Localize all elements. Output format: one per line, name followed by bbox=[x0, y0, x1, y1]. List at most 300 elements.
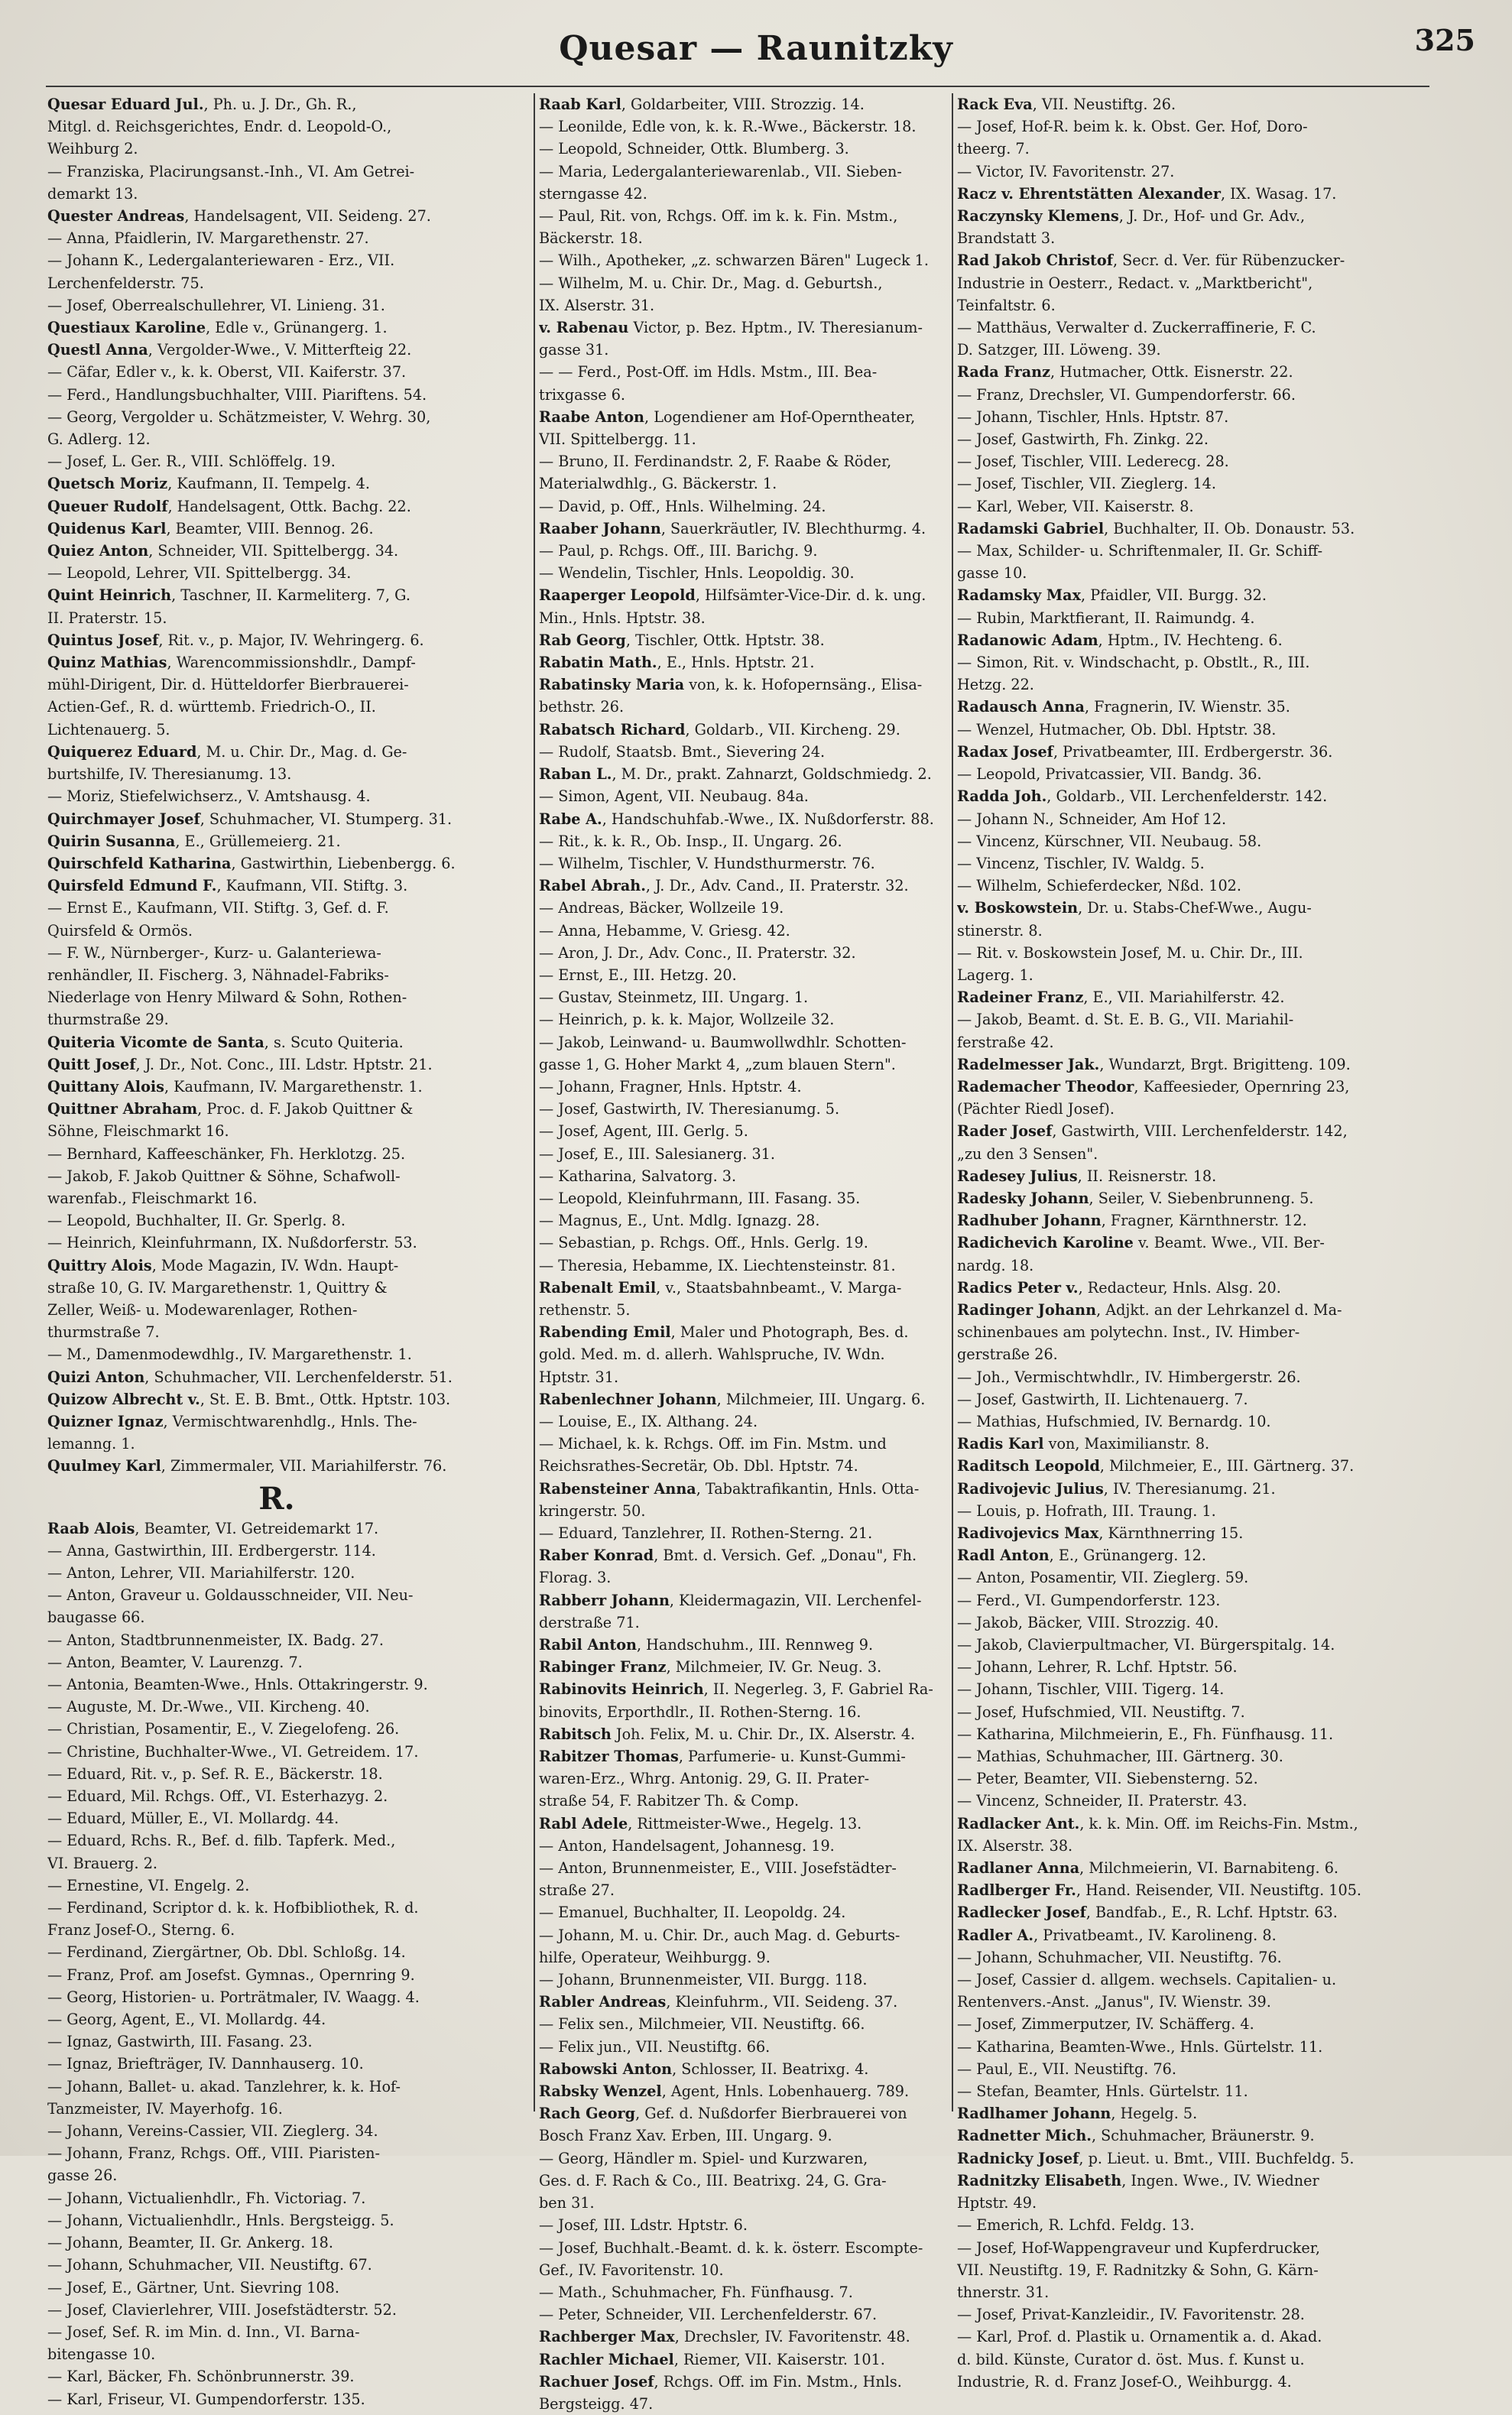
entry-name: Raditsch Leopold bbox=[957, 1457, 1100, 1475]
entry-name: Queuer Rudolf bbox=[47, 497, 168, 515]
directory-entry bbox=[957, 1969, 1425, 1991]
directory-entry bbox=[47, 540, 506, 562]
entry-details: — Heinrich, p. k. k. Major, Wollzeile 32. bbox=[539, 1011, 835, 1029]
entry-details: — Johann, Beamter, II. Gr. Ankerg. 18. bbox=[47, 2234, 333, 2252]
directory-entry bbox=[539, 897, 998, 919]
entry-details: — Katharina, Salvatorg. 3. bbox=[539, 1167, 737, 1185]
entry-details: — Rit., k. k. R., Ob. Insp., II. Ungarg. 26. bbox=[539, 832, 842, 850]
directory-entry bbox=[47, 897, 506, 919]
entry-details: , Bmt. d. Versich. Gef. „Donau", Fh. bbox=[654, 1547, 917, 1565]
entry-details: Teinfaltstr. 6. bbox=[957, 296, 1056, 314]
directory-entry bbox=[539, 518, 998, 540]
directory-entry bbox=[47, 1321, 506, 1343]
entry-name: Rabl Adele bbox=[539, 1814, 628, 1832]
entry-details: , Kärnthnerring 15. bbox=[1098, 1524, 1244, 1542]
directory-entry bbox=[47, 629, 506, 651]
directory-entry bbox=[539, 2237, 998, 2259]
directory-entry bbox=[539, 1678, 998, 1700]
entry-details: , Hutmacher, Ottk. Eisnerstr. 22. bbox=[1050, 363, 1293, 381]
directory-entry bbox=[957, 227, 1425, 249]
directory-entry bbox=[539, 629, 998, 651]
directory-entry bbox=[957, 2124, 1425, 2147]
entry-details: — Leopold, Kleinfuhrmann, III. Fasang. 35. bbox=[539, 1189, 861, 1207]
directory-entry bbox=[957, 785, 1425, 807]
entry-details: thnerstr. 31. bbox=[957, 2283, 1050, 2301]
entry-name: Radnitzky Elisabeth bbox=[957, 2171, 1122, 2189]
directory-entry bbox=[539, 1321, 998, 1343]
entry-details: VII. Spittelbergg. 11. bbox=[539, 430, 696, 449]
directory-entry bbox=[47, 875, 506, 897]
entry-name: Radinger Johann bbox=[957, 1300, 1097, 1319]
directory-entry bbox=[539, 1612, 998, 1634]
directory-entry bbox=[957, 1120, 1425, 1142]
directory-entry bbox=[539, 763, 998, 785]
entry-details: straße 10, G. IV. Margarethenstr. 1, Quittry & bbox=[47, 1278, 388, 1297]
entry-details: , J. Dr., Not. Conc., III. Ldstr. Hptstr. 21. bbox=[135, 1055, 433, 1073]
entry-details: — Andreas, Bäcker, Wollzeile 19. bbox=[539, 899, 784, 917]
directory-entry bbox=[539, 1813, 998, 1835]
directory-entry bbox=[47, 1807, 506, 1829]
directory-entry bbox=[957, 2259, 1425, 2281]
directory-entry bbox=[539, 2259, 998, 2281]
directory-entry bbox=[539, 1232, 998, 1254]
entry-details: , Tischler, Ottk. Hptstr. 38. bbox=[625, 631, 825, 649]
directory-entry bbox=[539, 1879, 998, 1901]
directory-entry bbox=[47, 964, 506, 986]
directory-entry bbox=[539, 93, 998, 115]
entry-details: — Johann, Franz, Rchgs. Off., VIII. Piaristen- bbox=[47, 2144, 381, 2163]
directory-entry bbox=[957, 1991, 1425, 2013]
entry-details: , Goldarbeiter, VIII. Strozzig. 14. bbox=[621, 96, 865, 113]
entry-details: Bergsteigg. 47. bbox=[539, 2394, 654, 2413]
directory-entry bbox=[539, 2080, 998, 2102]
directory-entry bbox=[957, 1299, 1425, 1321]
entry-details: — Stefan, Beamter, Hnls. Gürtelstr. 11. bbox=[957, 2082, 1248, 2101]
entry-details: — Christian, Posamentir, E., V. Ziegelofeng. 26. bbox=[47, 1720, 400, 1738]
directory-entry bbox=[47, 249, 506, 271]
entry-name: Quiteria Vicomte de Santa bbox=[47, 1033, 264, 1051]
directory-entry bbox=[539, 1924, 998, 1946]
directory-entry bbox=[47, 2343, 506, 2365]
entry-name: Quirschfeld Katharina bbox=[47, 854, 232, 872]
entry-details: , Kaffeesieder, Opernring 23, bbox=[1134, 1077, 1350, 1096]
directory-entry bbox=[47, 518, 506, 540]
directory-entry bbox=[539, 1500, 998, 1522]
directory-entry bbox=[539, 696, 998, 718]
entry-name: Radelmesser Jak. bbox=[957, 1055, 1100, 1073]
entry-name: Radesky Johann bbox=[957, 1189, 1089, 1207]
entry-details: — Ignaz, Briefträger, IV. Dannhauserg. 10. bbox=[47, 2055, 364, 2073]
entry-name: Rabinger Franz bbox=[539, 1658, 667, 1677]
entry-details: — Josef, Hof-Wappengraveur und Kupferdrucker, bbox=[957, 2238, 1320, 2257]
directory-entry bbox=[957, 1232, 1425, 1254]
directory-entry bbox=[957, 607, 1425, 629]
entry-details: — Leopold, Privatcassier, VII. Bandg. 36. bbox=[957, 765, 1262, 784]
entry-details: — Johann K., Ledergalanteriewaren - Erz., VII. bbox=[47, 252, 395, 270]
directory-entry bbox=[539, 830, 998, 852]
directory-entry bbox=[539, 227, 998, 249]
entry-details: — Magnus, E., Unt. Mdlg. Ignazg. 28. bbox=[539, 1212, 820, 1230]
directory-entry bbox=[957, 2080, 1425, 2102]
entry-name: Radlberger Fr. bbox=[957, 1881, 1076, 1900]
directory-entry bbox=[539, 651, 998, 674]
directory-entry bbox=[47, 1366, 506, 1388]
entry-details: — Gustav, Steinmetz, III. Ungarg. 1. bbox=[539, 988, 809, 1007]
entry-name: Rach Georg bbox=[539, 2105, 636, 2123]
entry-details: , M. Dr., prakt. Zahnarzt, Goldschmiedg. 2. bbox=[612, 765, 932, 784]
entry-details: , Rit. v., p. Major, IV. Wehringerg. 6. bbox=[158, 631, 424, 649]
entry-details: VII. Neustiftg. 19, F. Radnitzky & Sohn, G. Kärn- bbox=[957, 2261, 1319, 2279]
entry-details: D. Satzger, III. Löweng. 39. bbox=[957, 341, 1161, 359]
entry-details: IX. Alserstr. 38. bbox=[957, 1836, 1073, 1855]
entry-details: , Privatbeamter, III. Erdbergerstr. 36. bbox=[1053, 742, 1333, 761]
entry-details: — Vincenz, Schneider, II. Praterstr. 43. bbox=[957, 1792, 1248, 1810]
directory-entry bbox=[539, 875, 998, 897]
entry-details: thurmstraße 7. bbox=[47, 1323, 160, 1342]
entry-details: — Anton, Posamentir, VII. Zieglerg. 59. bbox=[957, 1569, 1249, 1587]
entry-name: Quirsfeld Edmund F. bbox=[47, 877, 217, 895]
directory-entry bbox=[957, 1165, 1425, 1187]
directory-entry bbox=[957, 2348, 1425, 2371]
entry-details: — Ferdinand, Ziergärtner, Ob. Dbl. Schloßg. 14. bbox=[47, 1943, 406, 1962]
directory-entry bbox=[957, 1187, 1425, 1209]
entry-details: , Zimmermaler, VII. Mariahilferstr. 76. bbox=[161, 1457, 447, 1475]
directory-entry bbox=[539, 986, 998, 1008]
directory-entry bbox=[47, 472, 506, 495]
entry-details: — Victor, IV. Favoritenstr. 27. bbox=[957, 162, 1175, 180]
directory-entry bbox=[47, 138, 506, 160]
entry-details: Weihburg 2. bbox=[47, 140, 138, 158]
entry-name: Radivojevic Julius bbox=[957, 1479, 1104, 1498]
directory-entry bbox=[539, 1098, 998, 1120]
entry-details: — Johann N., Schneider, Am Hof 12. bbox=[957, 810, 1227, 828]
entry-details: — Paul, p. Rchgs. Off., III. Barichg. 9. bbox=[539, 542, 818, 560]
directory-entry bbox=[957, 1343, 1425, 1365]
entry-details: — Leopold, Schneider, Ottk. Blumberg. 3. bbox=[539, 140, 849, 158]
entry-details: — Jakob, Clavierpultmacher, VI. Bürgerspitalg. 14. bbox=[957, 1636, 1335, 1654]
entry-details: — Anna, Hebamme, V. Griesg. 42. bbox=[539, 921, 790, 940]
entry-details: — Peter, Schneider, VII. Lerchenfelderstr. 67. bbox=[539, 2306, 878, 2324]
entry-details: , Milchmeier, III. Ungarg. 6. bbox=[716, 1390, 926, 1408]
entry-name: Radler A. bbox=[957, 1926, 1034, 1944]
entry-name: Radlaner Anna bbox=[957, 1859, 1080, 1878]
entry-details: (Pächter Riedl Josef). bbox=[957, 1100, 1115, 1118]
directory-entry bbox=[539, 1143, 998, 1165]
entry-name: Quiquerez Eduard bbox=[47, 742, 197, 761]
entry-details: — Karl, Friseur, VI. Gumpendorferstr. 135. bbox=[47, 2390, 365, 2408]
directory-entry bbox=[47, 1433, 506, 1455]
directory-entry bbox=[957, 1053, 1425, 1076]
entry-details: — Franz, Drechsler, VI. Gumpendorferstr. 66. bbox=[957, 385, 1296, 404]
directory-entry bbox=[957, 2058, 1425, 2080]
directory-entry bbox=[957, 1388, 1425, 1410]
directory-entry bbox=[47, 942, 506, 964]
directory-entry bbox=[47, 2254, 506, 2276]
directory-entry bbox=[539, 942, 998, 964]
entry-details: — Rit. v. Boskowstein Josef, M. u. Chir. Dr., III. bbox=[957, 943, 1303, 962]
entry-name: Quidenus Karl bbox=[47, 519, 167, 537]
directory-entry bbox=[47, 428, 506, 450]
entry-name: Radamski Gabriel bbox=[957, 519, 1105, 537]
directory-entry bbox=[47, 763, 506, 785]
entry-details: , Gastwirth, VIII. Lerchenfelderstr. 142, bbox=[1052, 1122, 1348, 1141]
entry-name: Radeiner Franz bbox=[957, 988, 1084, 1007]
entry-details: — F. W., Nürnberger-, Kurz- u. Galanteriewa- bbox=[47, 943, 381, 962]
entry-name: Rabatin Math. bbox=[539, 654, 657, 672]
directory-entry bbox=[539, 2303, 998, 2326]
entry-name: Quirin Susanna bbox=[47, 832, 176, 850]
directory-entry bbox=[957, 1143, 1425, 1165]
entry-name: Quizi Anton bbox=[47, 1368, 145, 1386]
entry-details: — Johann, Vereins-Cassier, VII. Zieglerg. 34. bbox=[47, 2122, 378, 2141]
entry-name: Rabatsch Richard bbox=[539, 720, 686, 738]
directory-entry bbox=[957, 2281, 1425, 2303]
directory-entry bbox=[957, 2237, 1425, 2259]
directory-entry bbox=[47, 1673, 506, 1696]
directory-entry bbox=[957, 472, 1425, 495]
entry-details: — Theresia, Hebamme, IX. Liechtensteinstr. 81. bbox=[539, 1256, 896, 1274]
directory-entry bbox=[957, 518, 1425, 540]
directory-entry bbox=[539, 1589, 998, 1612]
directory-entry bbox=[47, 1651, 506, 1673]
entry-name: Quetsch Moriz bbox=[47, 475, 168, 493]
entry-name: Radlacker Ant. bbox=[957, 1814, 1080, 1832]
directory-entry bbox=[539, 161, 998, 183]
directory-entry bbox=[47, 1986, 506, 2008]
directory-entry bbox=[47, 1696, 506, 1718]
entry-details: — Anna, Pfaidlerin, IV. Margarethenstr. 27. bbox=[47, 229, 369, 248]
directory-entry bbox=[957, 562, 1425, 584]
entry-details: Rentenvers.-Anst. „Janus", IV. Wienstr. 39. bbox=[957, 1993, 1271, 2011]
directory-entry bbox=[47, 1388, 506, 1410]
entry-details: — Jakob, Beamt. d. St. E. B. G., VII. Mariahil- bbox=[957, 1011, 1294, 1029]
entry-details: — Eduard, Tanzlehrer, II. Rothen-Sterng. 21. bbox=[539, 1524, 873, 1542]
directory-entry bbox=[47, 651, 506, 674]
directory-entry bbox=[957, 361, 1425, 383]
directory-entry bbox=[957, 2170, 1425, 2192]
directory-entry bbox=[957, 183, 1425, 205]
entry-details: , Gef. d. Nußdorfer Bierbrauerei von bbox=[635, 2105, 907, 2123]
entry-name: Quirchmayer Josef bbox=[47, 810, 200, 828]
entry-details: , Rittmeister-Wwe., Hegelg. 13. bbox=[628, 1814, 862, 1832]
entry-details: , St. E. B. Bmt., Ottk. Hptstr. 103. bbox=[200, 1390, 451, 1408]
entry-details: Victor, p. Bez. Hptm., IV. Theresianum- bbox=[628, 319, 923, 337]
entry-details: , Logendiener am Hof-Operntheater, bbox=[644, 407, 916, 426]
entry-details: — Ferdinand, Scriptor d. k. k. Hofbibliothek, R. d. bbox=[47, 1899, 419, 1917]
directory-entry bbox=[957, 2303, 1425, 2326]
directory-entry bbox=[47, 1562, 506, 1584]
directory-entry bbox=[539, 2058, 998, 2080]
directory-entry bbox=[957, 1433, 1425, 1455]
entry-details: — Sebastian, p. Rchgs. Off., Hnls. Gerlg. 19. bbox=[539, 1234, 868, 1252]
directory-entry bbox=[957, 495, 1425, 518]
entry-name: Quittry Alois bbox=[47, 1256, 152, 1274]
entry-details: — Maria, Ledergalanteriewarenlab., VII. Sieben- bbox=[539, 162, 902, 180]
directory-entry bbox=[539, 1946, 998, 1969]
entry-name: Raban L. bbox=[539, 765, 612, 784]
directory-entry bbox=[539, 2124, 998, 2147]
entry-details: — Louis, p. Hofrath, III. Traung. 1. bbox=[957, 1501, 1216, 1520]
entry-details: — Anna, Gastwirthin, III. Erdbergerstr. 114. bbox=[47, 1541, 376, 1560]
entry-details: , Kleidermagazin, VII. Lerchenfel- bbox=[669, 1591, 922, 1609]
entry-details: , p. Lieut. u. Bmt., VIII. Buchfeldg. 5. bbox=[1079, 2149, 1355, 2167]
directory-entry bbox=[47, 719, 506, 741]
directory-entry bbox=[47, 696, 506, 718]
entry-name: Rachler Michael bbox=[539, 2350, 674, 2368]
directory-entry bbox=[957, 1410, 1425, 1433]
directory-entry bbox=[47, 808, 506, 830]
entry-details: — Anton, Graveur u. Goldausschneider, VII. Neu- bbox=[47, 1586, 414, 1605]
entry-details: , Beamter, VIII. Bennog. 26. bbox=[166, 519, 374, 537]
entry-details: — Anton, Lehrer, VII. Mariahilferstr. 120. bbox=[47, 1564, 355, 1582]
directory-entry bbox=[957, 339, 1425, 361]
entry-details: , Handelsagent, VII. Seideng. 27. bbox=[184, 207, 431, 226]
directory-entry bbox=[47, 1076, 506, 1098]
entry-details: , Milchmeierin, VI. Barnabiteng. 6. bbox=[1079, 1859, 1339, 1878]
directory-entry bbox=[957, 1790, 1425, 1812]
entry-details: — Matthäus, Verwalter d. Zuckerraffinerie, F. C. bbox=[957, 319, 1316, 337]
directory-entry bbox=[957, 964, 1425, 986]
directory-entry bbox=[47, 2187, 506, 2209]
directory-entry bbox=[957, 1767, 1425, 1790]
column-2 bbox=[539, 93, 998, 2415]
directory-entry bbox=[539, 1634, 998, 1656]
directory-entry bbox=[47, 495, 506, 518]
entry-details: — Johann, Lehrer, R. Lchf. Hptstr. 56. bbox=[957, 1658, 1238, 1677]
directory-entry bbox=[539, 1343, 998, 1365]
entry-details: , Kaufmann, VII. Stiftg. 3. bbox=[216, 877, 408, 895]
directory-entry bbox=[539, 1723, 998, 1745]
entry-details: — Josef, Tischler, VII. Zieglerg. 14. bbox=[957, 475, 1216, 493]
directory-entry bbox=[539, 2326, 998, 2348]
entry-details: — Josef, E., Gärtner, Unt. Sievring 108. bbox=[47, 2278, 339, 2297]
directory-entry bbox=[957, 1321, 1425, 1343]
entry-details: , Wundarzt, Brgt. Brigitteng. 109. bbox=[1099, 1055, 1351, 1073]
entry-details: — Anton, Stadtbrunnenmeister, IX. Badg. 27. bbox=[47, 1631, 384, 1649]
entry-details: — Johann, Fragner, Hnls. Hptstr. 4. bbox=[539, 1077, 802, 1096]
entry-details: , v., Staatsbahnbeamt., V. Marga- bbox=[656, 1278, 902, 1297]
directory-entry bbox=[957, 1522, 1425, 1544]
directory-entry bbox=[47, 205, 506, 227]
entry-details: , Tabaktrafikantin, Hnls. Otta- bbox=[696, 1479, 920, 1498]
directory-entry bbox=[957, 741, 1425, 763]
entry-details: — Eduard, Mil. Rchgs. Off., VI. Esterhazyg. 2. bbox=[47, 1787, 388, 1806]
section-letter: R. bbox=[258, 1480, 295, 1517]
entry-details: — Wendelin, Tischler, Hnls. Leopoldig. 30. bbox=[539, 564, 855, 583]
directory-entry bbox=[539, 808, 998, 830]
entry-name: Rademacher Theodor bbox=[957, 1077, 1134, 1096]
entry-details: — Cäfar, Edler v., k. k. Oberst, VII. Kaiferstr. 37. bbox=[47, 363, 407, 381]
entry-details: — Bernhard, Kaffeeschänker, Fh. Herklotzg. 25. bbox=[47, 1144, 406, 1163]
entry-details: — Josef, Buchhalt.-Beamt. d. k. k. österr. Escompte- bbox=[539, 2238, 923, 2257]
entry-details: — Paul, E., VII. Neustiftg. 76. bbox=[957, 2060, 1176, 2078]
directory-entry bbox=[47, 1165, 506, 1187]
entry-details: — Aron, J. Dr., Adv. Conc., II. Praterstr. 32. bbox=[539, 943, 856, 962]
entry-details: , J. Dr., Hof- und Gr. Adv., bbox=[1118, 207, 1306, 226]
entry-details: — Leonilde, Edle von, k. k. R.-Wwe., Bäckerstr. 18. bbox=[539, 118, 917, 136]
directory-entry bbox=[539, 361, 998, 383]
directory-entry bbox=[957, 696, 1425, 718]
directory-entry bbox=[47, 1343, 506, 1365]
entry-details: — Jakob, Leinwand- u. Baumwollwdhlr. Schotten- bbox=[539, 1033, 907, 1051]
entry-details: , Mode Magazin, IV. Wdn. Haupt- bbox=[151, 1256, 399, 1274]
entry-details: straße 27. bbox=[539, 1881, 615, 1900]
directory-entry bbox=[957, 584, 1425, 606]
directory-entry bbox=[539, 741, 998, 763]
directory-entry bbox=[47, 406, 506, 428]
entry-name: Rabler Andreas bbox=[539, 1993, 667, 2011]
entry-details: — Michael, k. k. Rchgs. Off. im Fin. Mstm. und bbox=[539, 1435, 887, 1453]
directory-entry bbox=[539, 2348, 998, 2371]
entry-name: Rabensteiner Anna bbox=[539, 1479, 696, 1498]
entry-name: Rachberger Max bbox=[539, 2328, 675, 2346]
directory-entry bbox=[539, 1835, 998, 1857]
entry-details: — Simon, Agent, VII. Neubaug. 84a. bbox=[539, 787, 809, 806]
entry-details: Bäckerstr. 18. bbox=[539, 229, 643, 248]
entry-name: Rabinovits Heinrich bbox=[539, 1680, 704, 1699]
entry-details: waren-Erz., Whrg. Antonig. 29, G. II. Prater- bbox=[539, 1770, 870, 1788]
entry-details: — Franziska, Placirungsanst.-Inh., VI. Am Getrei- bbox=[47, 162, 415, 180]
directory-entry bbox=[539, 1076, 998, 1098]
directory-entry bbox=[47, 2232, 506, 2254]
entry-details: , Buchhalter, II. Ob. Donaustr. 53. bbox=[1104, 519, 1355, 537]
entry-details: — Eduard, Rit. v., p. Sef. R. E., Bäckerstr. 18. bbox=[47, 1764, 383, 1783]
directory-entry bbox=[957, 1634, 1425, 1656]
directory-entry bbox=[47, 1941, 506, 1963]
directory-entry bbox=[957, 1745, 1425, 1767]
entry-details: v. Beamt. Wwe., VII. Ber- bbox=[1133, 1234, 1325, 1252]
directory-entry bbox=[539, 2371, 998, 2393]
entry-name: Rab Georg bbox=[539, 631, 626, 649]
directory-entry bbox=[539, 785, 998, 807]
entry-details: hilfe, Operateur, Weihburgg. 9. bbox=[539, 1948, 771, 1966]
directory-entry bbox=[539, 249, 998, 271]
directory-entry bbox=[539, 1031, 998, 1053]
entry-name: Radis Karl bbox=[957, 1435, 1044, 1453]
entry-details: — Anton, Handelsagent, Johannesg. 19. bbox=[539, 1836, 835, 1855]
entry-details: , Schneider, VII. Spittelbergg. 34. bbox=[148, 542, 399, 560]
entry-details: — Leopold, Buchhalter, II. Gr. Sperlg. 8. bbox=[47, 1212, 346, 1230]
entry-details: stinerstr. 8. bbox=[957, 921, 1043, 940]
entry-name: Rabel Abrah. bbox=[539, 877, 646, 895]
directory-entry bbox=[47, 1919, 506, 1941]
entry-details: — Louise, E., IX. Althang. 24. bbox=[539, 1412, 758, 1430]
directory-entry bbox=[539, 1544, 998, 1566]
entry-details: — Josef, Hof-R. beim k. k. Obst. Ger. Hof, Doro- bbox=[957, 118, 1308, 136]
directory-entry bbox=[539, 2170, 998, 2192]
directory-entry bbox=[47, 1852, 506, 1875]
entry-details: — Mathias, Schuhmacher, III. Gärtnerg. 30. bbox=[957, 1748, 1283, 1766]
entry-details: — Jakob, F. Jakob Quittner & Söhne, Schafwoll- bbox=[47, 1167, 401, 1185]
entry-details: von, k. k. Hofopernsäng., Elisa- bbox=[684, 676, 923, 694]
entry-details: — Bruno, II. Ferdinandstr. 2, F. Raabe & Röder, bbox=[539, 453, 892, 471]
entry-details: gasse 31. bbox=[539, 341, 609, 359]
directory-entry bbox=[47, 1410, 506, 1433]
entry-details: — Georg, Agent, E., VI. Mollardg. 44. bbox=[47, 2011, 326, 2029]
directory-entry bbox=[47, 920, 506, 942]
entry-details: — Peter, Beamter, VII. Siebensterng. 52. bbox=[957, 1770, 1258, 1788]
entry-name: Rabberr Johann bbox=[539, 1591, 670, 1609]
entry-details: ferstraße 42. bbox=[957, 1033, 1054, 1051]
directory-entry bbox=[47, 1255, 506, 1277]
entry-details: — Ernst E., Kaufmann, VII. Stiftg. 3, Gef. d. F. bbox=[47, 899, 389, 917]
entry-details: Hetzg. 22. bbox=[957, 676, 1034, 694]
directory-entry bbox=[539, 1366, 998, 1388]
entry-name: Rabitzer Thomas bbox=[539, 1748, 679, 1766]
header-rule bbox=[46, 86, 1429, 87]
entry-name: Radnicky Josef bbox=[957, 2149, 1079, 2167]
directory-entry bbox=[47, 1053, 506, 1076]
